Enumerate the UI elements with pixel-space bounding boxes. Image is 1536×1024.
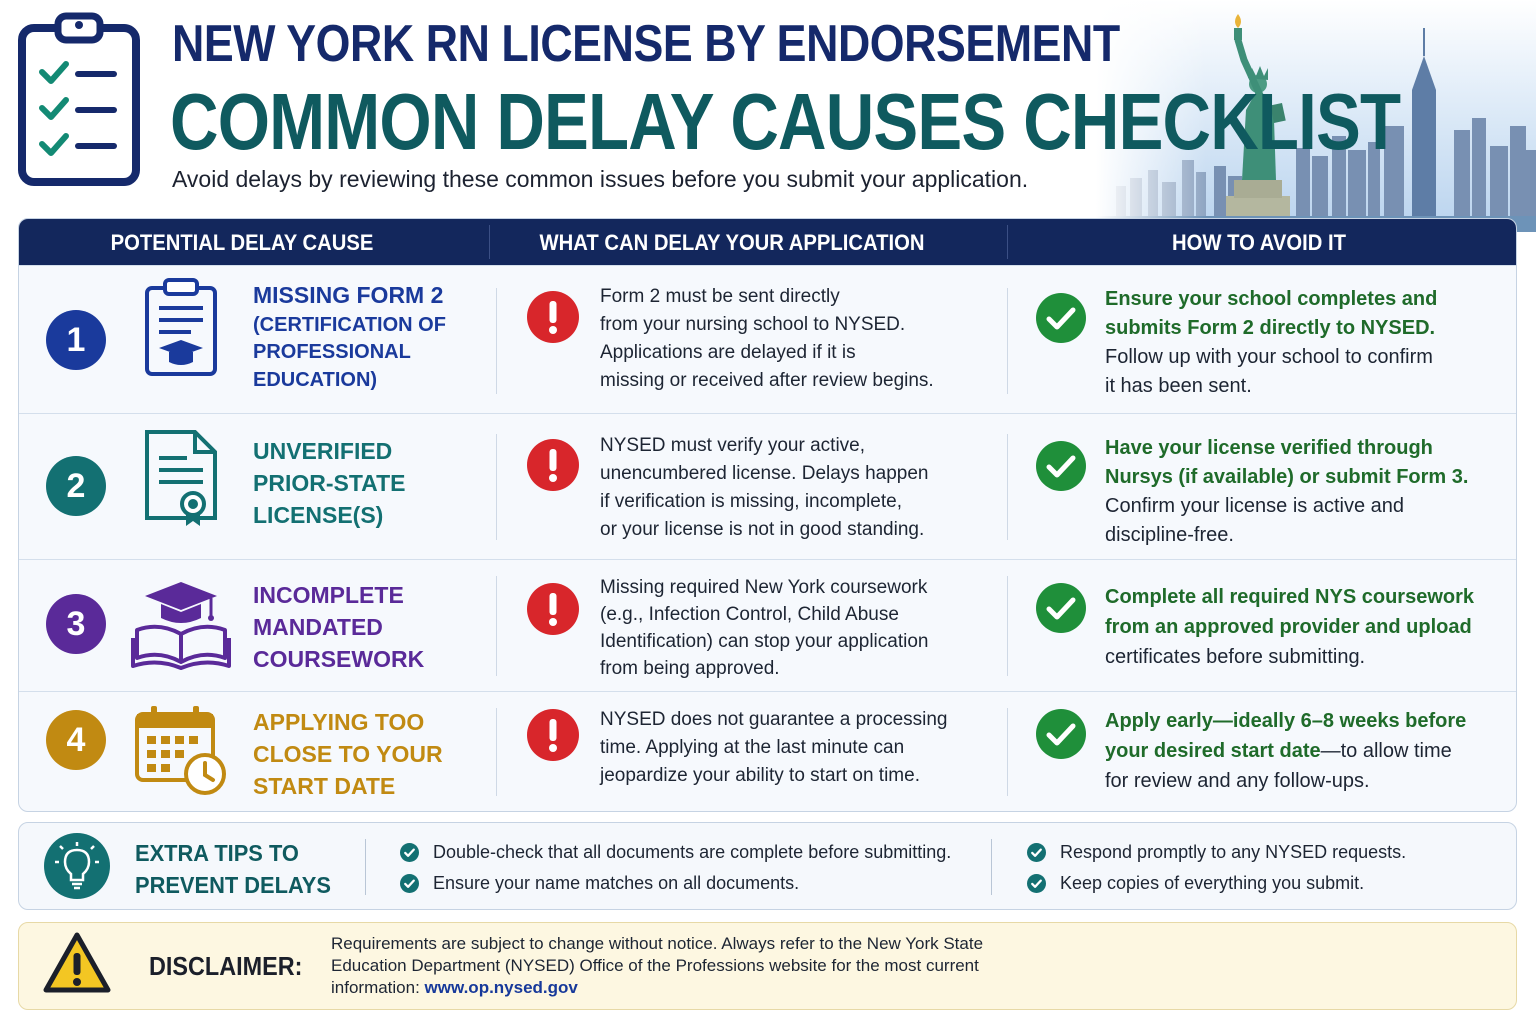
page-title-line-1: NEW YORK RN LICENSE BY ENDORSEMENT bbox=[172, 15, 1120, 73]
lightbulb-icon bbox=[43, 832, 111, 900]
form-certificate-icon bbox=[131, 276, 231, 376]
cause-label: INCOMPLETE MANDATED COURSEWORK bbox=[253, 582, 425, 672]
disclaimer-text: Requirements are subject to change without notice. Always refer to the New York State Education Department (NYSED) Office of the Professions website for the most current information: www.op.nysed.gov bbox=[331, 934, 984, 997]
row-number-badge: 4 bbox=[46, 710, 106, 770]
alert-icon bbox=[526, 708, 580, 762]
clipboard-checklist-icon bbox=[18, 12, 140, 186]
table-row bbox=[19, 691, 1517, 812]
avoid-advice: Have your license verified through Nursys (if available) or submit Form 3. Confirm your license is active and discipline-free. bbox=[1105, 437, 1469, 546]
check-circle-icon bbox=[1035, 708, 1087, 760]
extra-tips-panel bbox=[18, 822, 1517, 910]
row-number-badge: 3 bbox=[46, 594, 106, 654]
cause-label: UNVERIFIED PRIOR-STATE LICENSE(S) bbox=[253, 438, 406, 528]
delay-description: Form 2 must be sent directly from your nursing school to NYSED. Applications are delayed if it is missing or received after review begins. bbox=[600, 286, 934, 391]
nysed-website-link[interactable]: www.op.nysed.gov bbox=[424, 978, 578, 997]
warning-icon bbox=[43, 931, 111, 995]
tip-item: Ensure your name matches on all documents. bbox=[400, 873, 799, 894]
check-circle-icon bbox=[1027, 843, 1046, 862]
page-title-line-2: COMMON DELAY CAUSES CHECKLIST bbox=[170, 77, 1401, 166]
cause-label: MISSING FORM 2 (CERTIFICATION OF PROFESSIONAL EDUCATION) bbox=[253, 282, 446, 391]
table-row bbox=[19, 265, 1517, 413]
check-circle-icon bbox=[400, 843, 419, 862]
delay-description: NYSED does not guarantee a processing time. Applying at the last minute can jeopardize your ability to start on time. bbox=[600, 709, 948, 786]
check-circle-icon bbox=[1035, 292, 1087, 344]
disclaimer-label: DISCLAIMER: bbox=[149, 951, 303, 981]
avoid-advice: Ensure your school completes and submits Form 2 directly to NYSED. Follow up with your school to confirm it has been sent. bbox=[1105, 288, 1438, 397]
alert-icon bbox=[526, 582, 580, 636]
check-circle-icon bbox=[1035, 440, 1087, 492]
license-document-icon bbox=[131, 428, 231, 528]
delay-causes-table bbox=[18, 218, 1517, 812]
tips-title: EXTRA TIPS TO PREVENT DELAYS bbox=[135, 840, 331, 898]
avoid-advice: Apply early—ideally 6–8 weeks before your desired start date—to allow time for review and any follow-ups. bbox=[1105, 710, 1467, 792]
row-number-badge: 1 bbox=[46, 310, 106, 370]
check-circle-icon bbox=[1035, 582, 1087, 634]
table-row bbox=[19, 559, 1517, 691]
table-header bbox=[19, 219, 1516, 265]
calendar-clock-icon bbox=[131, 700, 231, 800]
tip-item: Keep copies of everything you submit. bbox=[1027, 873, 1364, 894]
column-header-delay: WHAT CAN DELAY YOUR APPLICATION bbox=[539, 230, 925, 255]
column-header-cause: POTENTIAL DELAY CAUSE bbox=[110, 230, 374, 255]
tip-item: Double-check that all documents are complete before submitting. bbox=[400, 842, 951, 863]
row-number-badge: 2 bbox=[46, 456, 106, 516]
table-row bbox=[19, 413, 1517, 559]
check-circle-icon bbox=[400, 874, 419, 893]
graduation-book-icon bbox=[131, 574, 231, 674]
delay-description: NYSED must verify your active, unencumbered license. Delays happen if verification is missing, incomplete, or your license is not in good standing. bbox=[600, 435, 929, 540]
alert-icon bbox=[526, 438, 580, 492]
disclaimer-panel bbox=[18, 922, 1517, 1010]
cause-label: APPLYING TOO CLOSE TO YOUR START DATE bbox=[253, 709, 443, 799]
avoid-advice: Complete all required NYS coursework from an approved provider and upload certificates before submitting. bbox=[1105, 586, 1474, 668]
column-header-avoid: HOW TO AVOID IT bbox=[1172, 230, 1346, 255]
tip-item: Respond promptly to any NYSED requests. bbox=[1027, 842, 1406, 863]
alert-icon bbox=[526, 290, 580, 344]
page-subtitle: Avoid delays by reviewing these common issues before you submit your application. bbox=[172, 166, 1029, 192]
check-circle-icon bbox=[1027, 874, 1046, 893]
delay-description: Missing required New York coursework (e.g., Infection Control, Child Abuse Identification) can stop your application from being approved. bbox=[600, 577, 929, 679]
